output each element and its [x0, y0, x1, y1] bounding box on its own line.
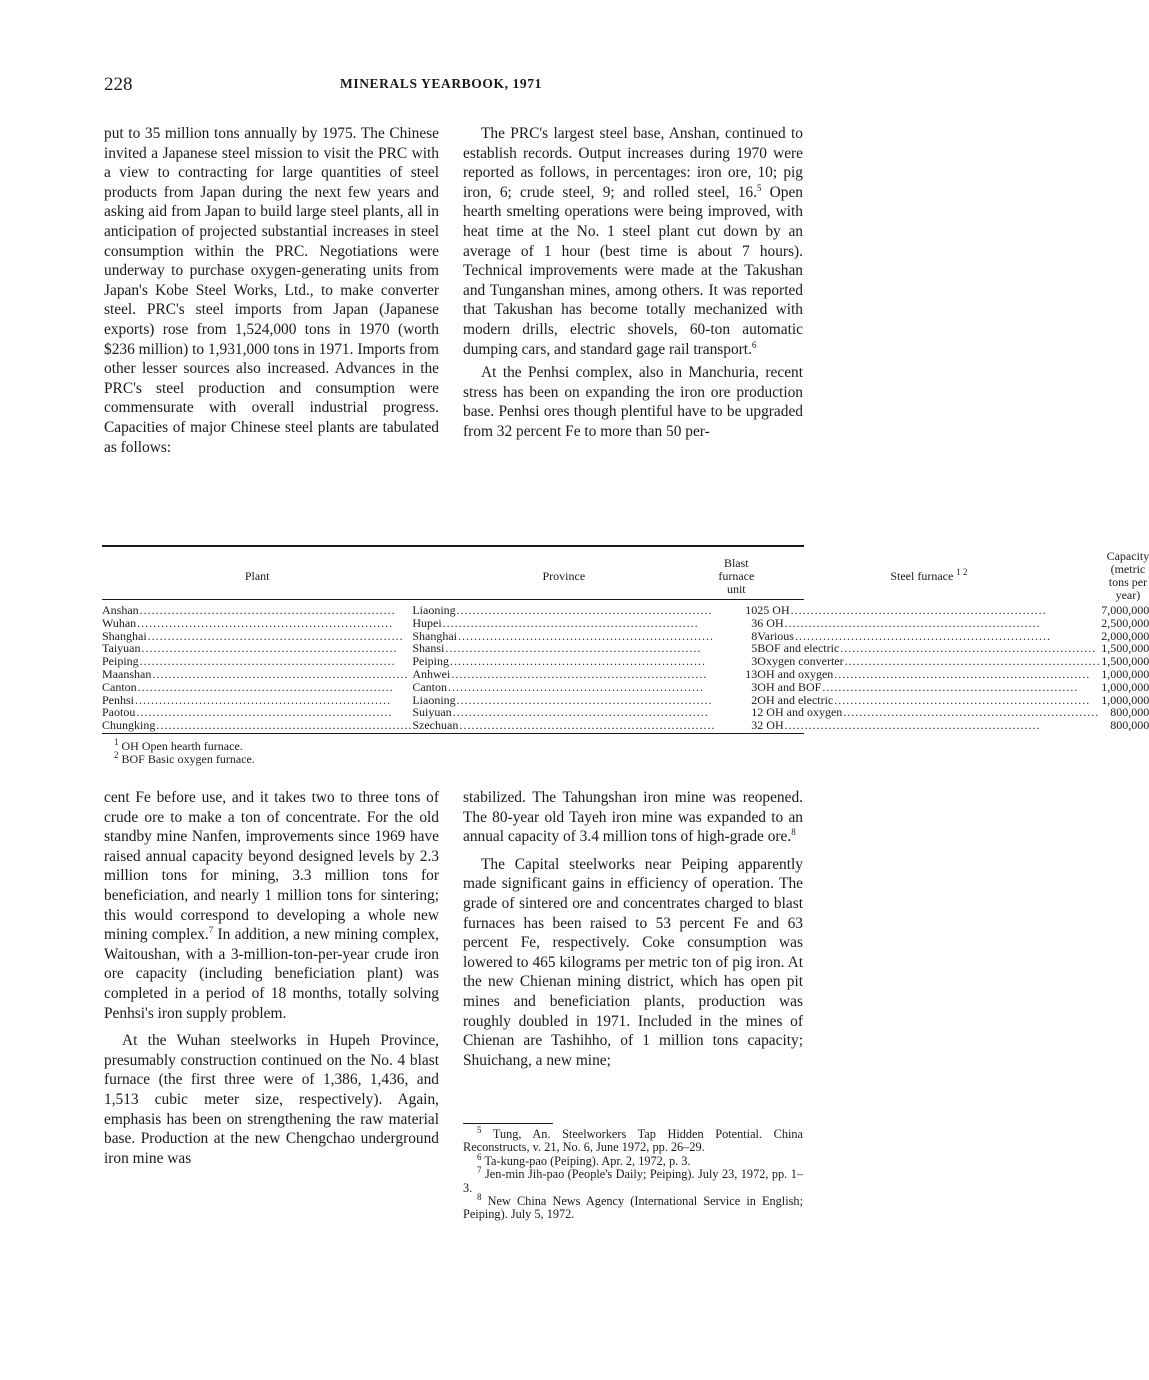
- steel-cell: 2 OH ................................................................: [757, 718, 1041, 733]
- footnote: $^6$ Ta-kung-pao (Peiping). Apr. 2, 1972, p. 3.: [477, 1151, 691, 1168]
- footnote: $^8$ New China News Agency (International Service in English; Peiping). July 5, 1972.: [463, 1191, 803, 1222]
- table-note: $^1$ OH Open hearth furnace.: [114, 737, 243, 753]
- table-bottom-rule: [102, 733, 804, 734]
- column-bottom-right: [463, 788, 803, 1070]
- blast-cell: 3: [751, 679, 758, 694]
- blast-cell: 3: [751, 718, 758, 733]
- steel-cell: 2 OH and oxygen ................................................................: [757, 705, 1100, 720]
- table-header-rule: [102, 599, 804, 600]
- province-cell: Liaoning ................................................................: [412, 692, 713, 707]
- steel-cell: Oxygen converter ................................................................: [757, 654, 1101, 669]
- paragraph: At the Penhsi complex, also in Manchuria, recent stress has been on expanding the iron ore production base. Penhsi ores though plentiful have to be upgraded from 32 percent Fe to more than 50 per-: [463, 364, 803, 440]
- capacity-cell: 1,500,000: [1101, 654, 1149, 669]
- blast-cell: 10: [745, 603, 758, 617]
- footnote-ref: 6: [751, 339, 757, 350]
- province-cell: Shansi ................................................................: [412, 641, 702, 656]
- plant-cell: Taiyuan ................................................................: [102, 641, 398, 656]
- province-cell: Shanghai ................................................................: [412, 628, 715, 643]
- capacity-cell: 1,000,000: [1101, 679, 1149, 694]
- table-row: [102, 617, 1149, 630]
- province-cell: Canton ................................................................: [412, 679, 705, 694]
- paragraph: At the Wuhan steelworks in Hupeh Province, presumably construction continued on the No. 4 blast furnace (the first three were of 1,386, 1,436, and 1,513 cubic meter size, respectively). Again, emphasis has been on strengthening the raw material base. Production at the new Chengchao underground iron mine was: [104, 1032, 439, 1167]
- footnote-rule: [463, 1123, 553, 1124]
- plant-cell: Chungking ................................................................: [102, 718, 413, 733]
- paragraph: cent Fe before use, and it takes two to three tons of crude ore to make a ton of concentrate. For the old standby mine Nanfen, improvements since 1969 have raised annual capacity beyond designed levels by 2.3 million tons for mining, 3.3 million tons for beneficiation, and nearly 1 million tons for sintering; this would correspond to developing a whole new mining complex.$^7$ In addition, a new mining complex, Waitoushan, with a 3-million-ton-per-year crude iron ore capacity (including beneficiation plant) was completed in a period of 18 months, totally solving Penhsi's iron supply problem.: [104, 789, 439, 1022]
- col-header-plant: Plant: [244, 568, 270, 583]
- table-notes: [104, 737, 255, 766]
- col-header-steel: Steel furnace $^{1 2}$: [890, 566, 968, 583]
- table-row: [102, 681, 1149, 694]
- page-number: 228: [104, 74, 133, 95]
- steel-cell: BOF and electric ................................................................: [757, 641, 1097, 656]
- column-top-left: [104, 124, 439, 457]
- footnote-ref: 8: [791, 827, 796, 838]
- blast-cell: 8: [751, 628, 758, 643]
- paragraph: stabilized. The Tahungshan iron mine was reopened. The 80-year old Tayeh iron mine was expanded to an annual capacity of 3.4 million tons of high-grade ore.$^8$: [463, 789, 803, 846]
- plant-cell: Canton ................................................................: [102, 679, 394, 694]
- plant-cell: Maanshan ................................................................: [102, 666, 409, 681]
- blast-cell: 2: [751, 692, 758, 707]
- col-header-province: Province: [542, 568, 586, 583]
- steel-cell: OH and BOF ................................................................: [757, 679, 1079, 694]
- capacity-cell: 800,000: [1110, 705, 1149, 720]
- capacity-cell: 1,000,000: [1101, 692, 1149, 707]
- province-cell: Liaoning ................................................................: [412, 603, 713, 617]
- blast-cell: 5: [751, 641, 758, 656]
- plant-cell: Penhsi ................................................................: [102, 692, 392, 707]
- steel-plants-table: [102, 548, 1149, 732]
- plant-cell: Wuhan ................................................................: [102, 615, 394, 630]
- paragraph: The PRC's largest steel base, Anshan, continued to establish records. Output increases during 1970 were reported as follows, in percentages: iron ore, 10; pig iron, 6; crude steel, 9; and rolled steel, 16.$^5$ Open hearth smelting operations were being improved, with heat time at the No. 1 steel plant cut down by an average of 1 hour (best time is about 7 hours). Technical improvements were made at the Takushan and Tunganshan mines, among others. It was reported that Takushan has become totally mechanized with modern drills, electric shovels, 60-ton automatic dumping cars, and standard gage rail transport.$^6$: [463, 125, 803, 358]
- steel-cell: OH and electric ................................................................: [757, 692, 1091, 707]
- footnote-ref: 7: [208, 925, 214, 936]
- table-row: [102, 604, 1149, 617]
- capacity-cell: 2,500,000: [1101, 615, 1149, 630]
- capacity-cell: 7,000,000: [1101, 603, 1149, 617]
- plant-cell: Paotou ................................................................: [102, 705, 393, 720]
- blast-cell: 3: [751, 615, 758, 630]
- plant-cell: Anshan ................................................................: [102, 603, 396, 617]
- col-header-blast: Blast furnace unit: [718, 555, 755, 596]
- steel-cell: 25 OH ................................................................: [757, 603, 1047, 617]
- table-note: $^2$ BOF Basic oxygen furnace.: [114, 750, 255, 766]
- table-top-rule: [102, 545, 804, 547]
- footnotes: [463, 1124, 803, 1222]
- plant-cell: Shanghai ................................................................: [102, 628, 404, 643]
- province-cell: Hupei ................................................................: [412, 615, 699, 630]
- table-row: [102, 668, 1149, 681]
- blast-cell: 1: [751, 705, 758, 720]
- steel-cell: OH and oxygen ................................................................: [757, 666, 1091, 681]
- footnote: $^7$ Jen-min Jih-pao (People's Daily; Peiping). July 23, 1972, pp. 1–3.: [463, 1165, 803, 1195]
- province-cell: Szechuan ................................................................: [412, 718, 716, 733]
- plant-cell: Peiping ................................................................: [102, 654, 396, 669]
- footnote-ref: 5: [756, 182, 762, 193]
- paragraph: The Capital steelworks near Peiping apparently made significant gains in efficiency of operation. The grade of sintered ore and concentrates charged to blast furnaces has been raised to 53 percent Fe and 63 percent Fe, respectively. Coke consumption was lowered to 465 kilograms per metric ton of pig iron. At the new Chienan mining district, which has open pit mines and beneficiation plants, production was roughly doubled in 1971. Included in the mines of Chienan are Tashihho, of 1 million tons capacity; Shuichang, a new mine;: [463, 855, 803, 1069]
- province-cell: Peiping ................................................................: [412, 654, 707, 669]
- running-title: MINERALS YEARBOOK, 1971: [340, 76, 542, 91]
- province-cell: Suiyuan ................................................................: [412, 705, 709, 720]
- blast-cell: 13: [745, 666, 758, 681]
- paragraph: put to 35 million tons annually by 1975. The Chinese invited a Japanese steel mission to visit the PRC with a view to contracting for large quantities of steel products from Japan during the next few years and asking aid from Japan to build large steel plants, all in anticipation of projected substantial increases in steel consumption within the PRC. Negotiations were underway to purchase oxygen-generating units from Japan's Kobe Steel Works, Ltd., to make converter steel. PRC's steel imports from Japan (Japanese exports) rose from 1,524,000 tons in 1970 (worth $236 million) to 1,931,000 tons in 1971. Imports from other lesser sources also increased. Advances in the PRC's steel production and consumption were commensurate with overall industrial progress. Capacities of major Chinese steel plants are tabulated as follows:: [104, 125, 439, 456]
- capacity-cell: 1,500,000: [1101, 641, 1149, 656]
- footnote: $^5$ Tung, An. Steelworkers Tap Hidden Potential. China Reconstructs, v. 21, No. 6, June 1972, pp. 26–29.: [463, 1124, 803, 1155]
- capacity-cell: 2,000,000: [1101, 628, 1149, 643]
- blast-cell: 3: [751, 654, 758, 669]
- steel-cell: Various ................................................................: [757, 628, 1051, 643]
- capacity-cell: 1,000,000: [1101, 666, 1149, 681]
- col-header-capacity: Capacity (metric tons per year): [1106, 549, 1149, 602]
- province-cell: Anhwei ................................................................: [412, 666, 708, 681]
- steel-cell: 6 OH ................................................................: [757, 615, 1041, 630]
- capacity-cell: 800,000: [1110, 718, 1149, 733]
- column-top-right: [463, 124, 803, 442]
- column-bottom-left: [104, 788, 439, 1168]
- table-row: [102, 719, 1149, 732]
